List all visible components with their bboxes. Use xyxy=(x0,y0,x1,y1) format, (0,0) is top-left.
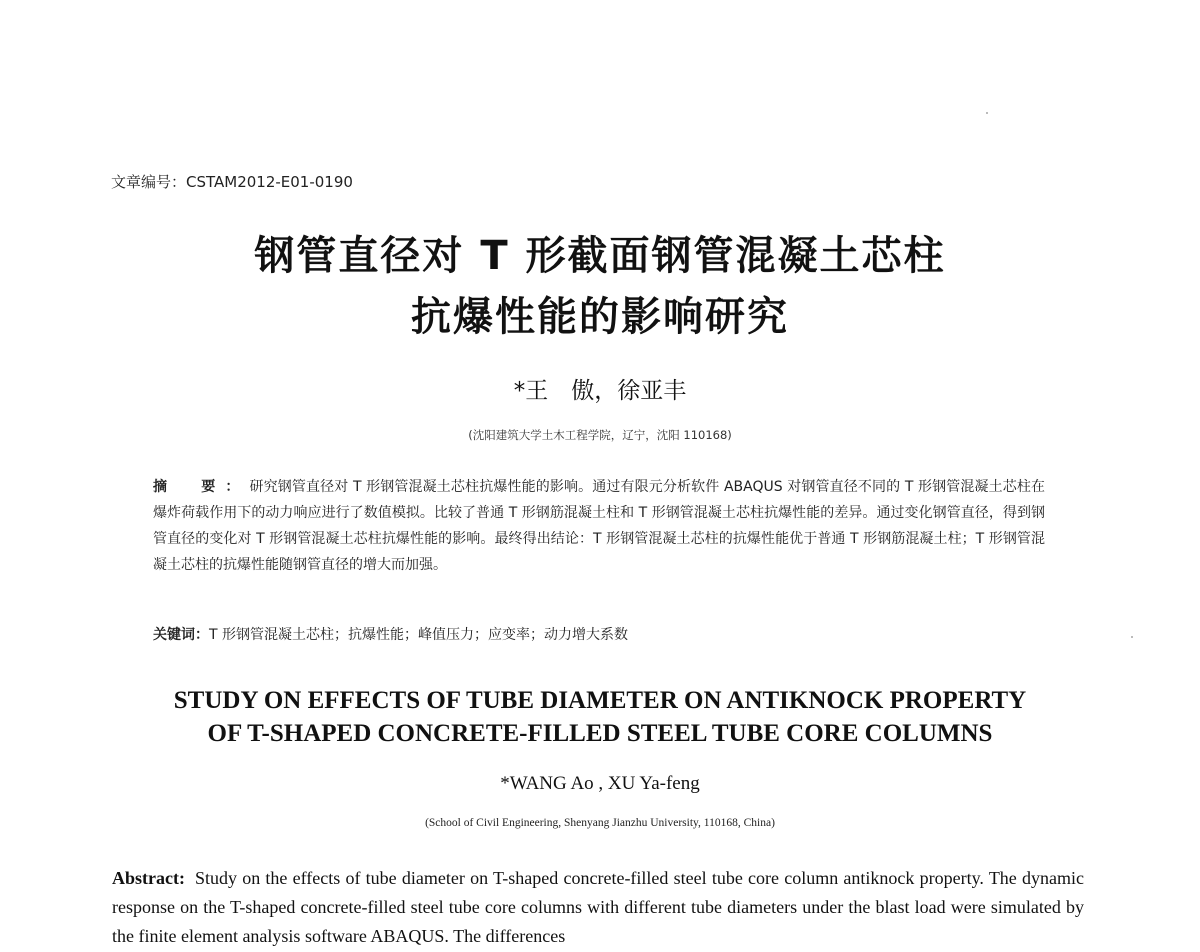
english-abstract xyxy=(112,864,1084,951)
chinese-keywords xyxy=(153,624,1045,646)
chinese-authors: *王 傲，徐亚丰 xyxy=(513,378,687,404)
chinese-affiliation: (沈阳建筑大学土木工程学院，辽宁，沈阳 110168) xyxy=(468,428,732,442)
scan-mark xyxy=(1131,636,1133,638)
english-authors: *WANG Ao , XU Ya-feng xyxy=(500,773,700,794)
chinese-title-line-2: 抗爆性能的影响研究 xyxy=(411,294,789,340)
scan-mark xyxy=(986,112,988,114)
english-title xyxy=(0,684,1200,750)
english-abstract-label: Abstract: xyxy=(112,868,185,888)
chinese-keywords-label: 关键词： xyxy=(153,627,209,643)
english-abstract-text: Study on the effects of tube diameter on T-shaped concrete-filled steel tube core column antiknock property. The dynamic response on the T-shaped concrete-filled steel tube core columns with different tube diameters under the blast load were simulated by the finite element analysis software ABAQUS. The differences xyxy=(112,868,1084,946)
chinese-abstract-label: 摘 要： xyxy=(153,479,250,495)
chinese-abstract-text: 研究钢管直径对 T 形钢管混凝土芯柱抗爆性能的影响。通过有限元分析软件 ABAQUS 对钢管直径不同的 T 形钢管混凝土芯柱在爆炸荷载作用下的动力响应进行了数值模拟。比较了普通 T 形钢筋混凝土柱和 T 形钢管混凝土芯柱抗爆性能的差异。通过变化钢管直径，得到钢管直径的变化对 T 形钢管混凝土芯柱抗爆性能的影响。最终得出结论：T 形钢管混凝土芯柱的抗爆性能优于普通 T 形钢筋混凝土柱；T 形钢管混凝土芯柱的抗爆性能随钢管直径的增大而加强。 xyxy=(153,479,1046,573)
english-affiliation: (School of Civil Engineering, Shenyang Jianzhu University, 110168, China) xyxy=(425,817,775,829)
chinese-title-line-1: 钢管直径对 T 形截面钢管混凝土芯柱 xyxy=(254,233,946,279)
english-title-line-2: OF T-SHAPED CONCRETE-FILLED STEEL TUBE CORE COLUMNS xyxy=(207,720,993,747)
chinese-abstract xyxy=(153,474,1045,578)
article-number: 文章编号：CSTAM2012-E01-0190 xyxy=(111,173,353,191)
english-title-line-1: STUDY ON EFFECTS OF TUBE DIAMETER ON ANTIKNOCK PROPERTY xyxy=(173,687,1027,714)
chinese-keywords-text: T 形钢管混凝土芯柱；抗爆性能；峰值压力；应变率；动力增大系数 xyxy=(209,627,629,643)
